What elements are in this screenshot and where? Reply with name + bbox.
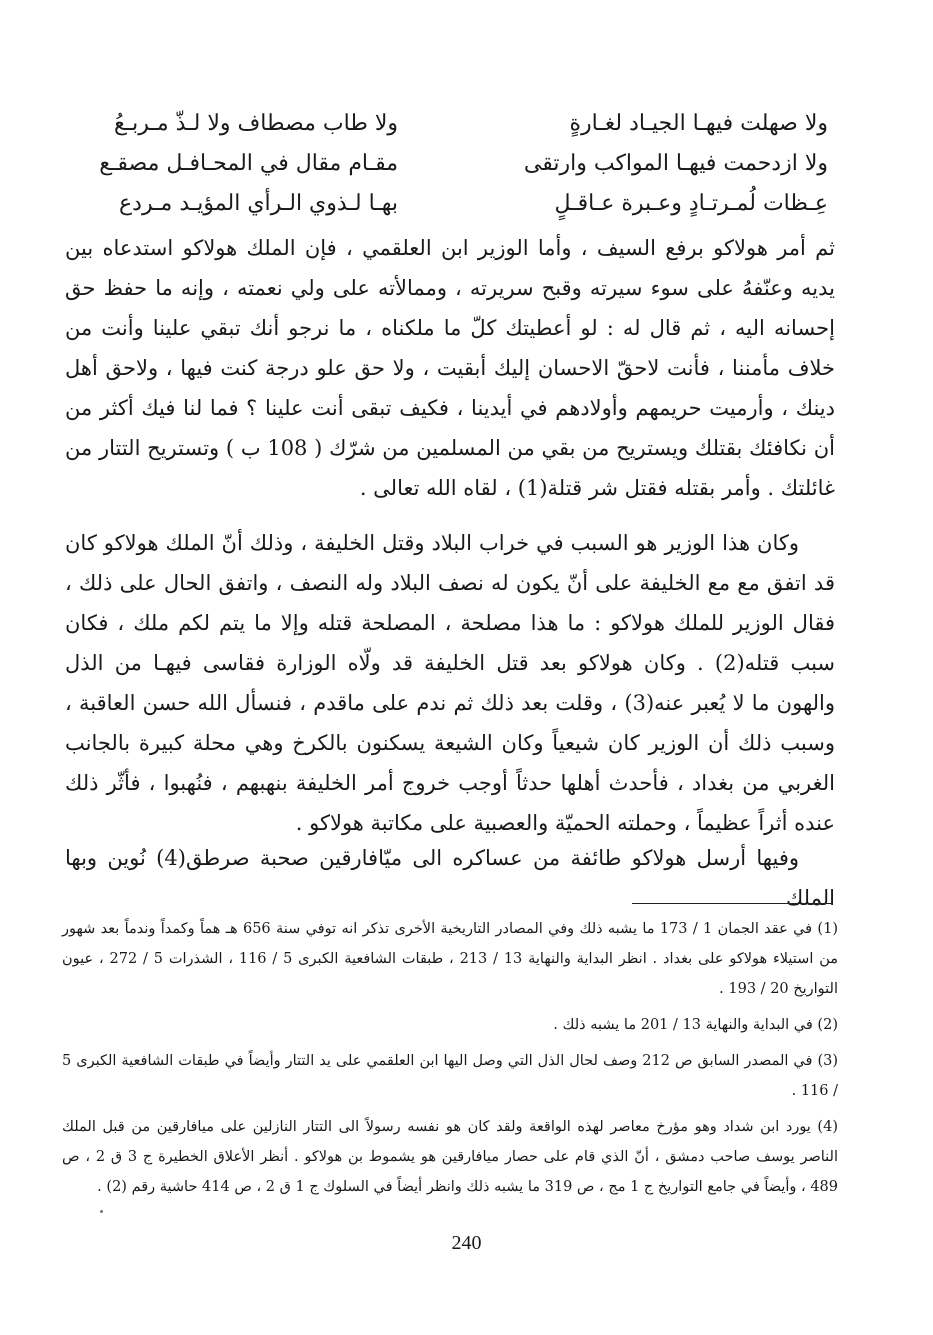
body-paragraph <box>65 838 835 918</box>
paragraph-text: وكان هذا الوزير هو السبب في خراب البلاد وقتل الخليفة ، وذلك أنّ الملك هولاكو كان قد اتفق مع مع الخليفة على أنّ يكون له نصف البلاد وله النصف ، واتفق الحال على ذلك ، فقال الوزير للملك هولاكو : ما هذا مصلحة ، المصلحة قتله وإلا ما يتم لكم ملك ، فكان سبب قتله(2) . وكان هولاكو بعد قتل الخليفة قد ولّاه الوزارة فقاسى فيهـا من الذل والهون ما لا يُعبر عنه(3) ، وقلت بعد ذلك ثم ندم على ماقدم ، فنسأل الله حسن العاقبة ، وسبب ذلك أن الوزير كان شيعياً وكان الشيعة يسكنون بالكرخ وهي محلة كبيرة بالجانب الغربي من بغداد ، فأحدث أهلها حدثاً أوجب خروج أمر الخليفة بنهبهم ، فنُهبوا ، فأثّر ذلك عنده أثراً عظيماً ، وحملته الحميّة والعصبية على مكاتبة هولاكو . <box>65 531 836 835</box>
poem-verse <box>68 188 828 228</box>
poem-first-hemistich: عِـظات لُمـرتـادٍ وعـبرة عـاقـلٍ <box>554 191 828 216</box>
poem-second-hemistich: مقـام مقال في المحـافـل مصقـع <box>99 151 398 176</box>
body-paragraph <box>65 523 835 843</box>
paragraph-text: ثم أمر هولاكو برفع السيف ، وأما الوزير ابن العلقمي ، فإن الملك هولاكو استدعاه بين يديه وعنّفهُ على سوء سيرته وقبح سريرته ، وممالأته على ولي نعمته ، وإنه ما حفظ حق إحسانه اليه ، ثم قال له : لو أعطيتك كلّ ما ملكناه ، ما نرجو أنك تبقي علينا وأنت من خلاف مأمننا ، فأنت لاحقّ الاحسان إليك أبقيت ، ولا حق علو درجة كنت فيها ، ولاحق أهل دينك ، وأرميت حريمهم وأولادهم في أيدينا ، فكيف تبقى أنت علينا ؟ فما لنا فيك أكثر من أن نكافئك بقتلك ويستريح من بقي من المسلمين من شرّك ( 108 ب ) وتستريح التتار من غائلتك . وأمر بقتله فقتل شر قتلة(1) ، لقاه الله تعالى . <box>65 236 835 500</box>
footnote-separator <box>632 903 832 904</box>
footnote: (4) يورد ابن شداد وهو مؤرخ معاصر لهذه الواقعة ولقد كان هو نفسه رسولاً الى التتار النازلين على ميافارقين من قبل الملك الناصر يوسف صاحب دمشق ، أنّ الذي قام على حصار ميافارقين هو يشموط بن هولاكو . أنظر الأعلاق الخطيرة ج 3 ق 2 ، ص 489 ، وأيضاً في جامع التواريخ ج 1 مج ، ص 319 ما يشبه ذلك وانظر أيضاً في السلوك ج 1 ق 2 ، ص 414 حاشية رقم (2) . <box>62 1119 839 1195</box>
poem-verse <box>68 148 828 188</box>
poem-first-hemistich: ولا صهلت فيهـا الجيـاد لغـارةٍ <box>569 111 828 136</box>
scan-speck <box>100 1210 103 1213</box>
footnote: (1) في عقد الجمان 1 / 173 ما يشبه ذلك وفي المصادر التاريخية الأخرى تذكر انه توفي سنة 656 هـ هماً وكمداً وندماً بعد شهور من استيلاء هولاكو على بغداد . انظر البداية والنهاية 13 / 213 ، طبقات الشافعية الكبرى 5 / 116 ، الشذرات 5 / 272 ، عيون التواريخ 20 / 193 . <box>62 921 839 997</box>
footnotes <box>62 914 838 1208</box>
poem-first-hemistich: ولا ازدحمت فيهـا المواكب وارتقى <box>523 151 828 176</box>
paragraph-text: وفيها أرسل هولاكو طائفة من عساكره الى ميّافارقين صحبة صرطق(4) نُوين وبها الملك <box>65 846 835 910</box>
footnote: (2) في البداية والنهاية 13 / 201 ما يشبه ذلك . <box>553 1017 838 1033</box>
poem-second-hemistich: ولا طاب مصطاف ولا لـذّ مـربـعُ <box>114 111 398 136</box>
footnote: (3) في المصدر السابق ص 212 وصف لحال الذل التي وصل اليها ابن العلقمي على يد التتار وأيضاً في طبقات الشافعية الكبرى 5 / 116 . <box>62 1053 839 1099</box>
body-paragraph <box>65 228 835 508</box>
poem-verse <box>68 108 828 148</box>
poem-block <box>68 108 828 228</box>
poem-second-hemistich: بهـا لـذوي الـرأي المؤيـد مـردع <box>119 191 398 216</box>
page-number: 240 <box>451 1232 482 1254</box>
